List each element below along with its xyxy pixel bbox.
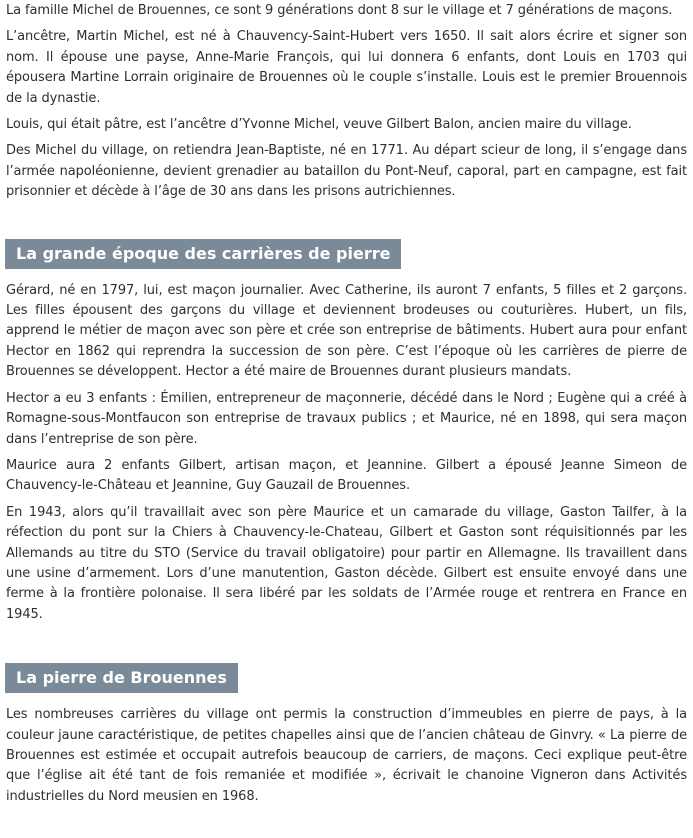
section-paragraph: Maurice aura 2 enfants Gilbert, artisan maçon, et Jeannine. Gilbert a épousé Jeanne Simeon de Chauvency-le-Château et Jeannine, Guy Gauzail de Brouennes. <box>6 457 687 494</box>
intro-paragraph: Louis, qui était pâtre, est l’ancêtre d’Yvonne Michel, veuve Gilbert Balon, ancien maire du village. <box>6 117 632 133</box>
section-heading-pierre: La pierre de Brouennes <box>5 663 238 693</box>
intro-paragraph: L’ancêtre, Martin Michel, est né à Chauvency-Saint-Hubert vers 1650. Il sait alors écrire et signer son nom. Il épouse une payse, Anne-Marie François, qui lui donnera 6 enfants, dont Louis en 1703 qui épousera Martine Lorrain originaire de Brouennes où le couple s’installe. Louis est le premier Brouennois de la dynastie. <box>6 29 687 106</box>
intro-paragraph: La famille Michel de Brouennes, ce sont 9 générations dont 8 sur le village et 7 générations de maçons. <box>6 3 673 18</box>
section-paragraph: Hector a eu 3 enfants : Émilien, entrepreneur de maçonnerie, décédé dans le Nord ; Eugène qui a créé à Romagne-sous-Montfaucon son entreprise de travaux publics ; et Maurice, né en 1898, qui sera maçon dans l’entreprise de son père. <box>6 390 687 447</box>
section-heading-carrieres: La grande époque des carrières de pierre <box>5 239 401 269</box>
section-paragraph: Les nombreuses carrières du village ont permis la construction d’immeubles en pierre de pays, à la couleur jaune caractéristique, de petites chapelles ainsi que de l’ancien château de Ginvry. « La pierre de Brouennes est estimée et occupait autrefois beaucoup de carriers, de maçons. Ceci explique peut-être que l’église ait été tant de fois remaniée et modifiée », écrivait le chanoine Vigneron dans Activités industrielles du Nord meusien en 1968. <box>6 707 687 804</box>
section-paragraph: En 1943, alors qu’il travaillait avec son père Maurice et un camarade du village, Gaston Tailfer, à la réfection du pont sur la Chiers à Chauvency-le-Chateau, Gilbert et Gaston sont réquisitionnés par les Allemands au titre du STO (Service du travail obligatoire) pour partir en Allemagne. Ils travaillent dans une usine d’armement. Lors d’une manutention, Gaston décède. Gilbert est ensuite envoyé dans une ferme à la frontière polonaise. Il sera libéré par les soldats de l’Armée rouge et rentrera en France en 1945. <box>6 504 687 622</box>
intro-paragraph: Des Michel du village, on retiendra Jean-Baptiste, né en 1771. Au départ scieur de long, il s’engage dans l’armée napoléonienne, devient grenadier au bataillon du Pont-Neuf, caporal, part en campagne, est fait prisonnier et décède à l’âge de 30 ans dans les prisons autrichiennes. <box>6 143 687 200</box>
section-paragraph: Gérard, né en 1797, lui, est maçon journalier. Avec Catherine, ils auront 7 enfants, 5 filles et 2 garçons. Les filles épousent des garçons du village et deviennent brodeuses ou couturières. Hubert, un fils, apprend le métier de maçon avec son père et crée son entreprise de bâtiments. Hubert aura pour enfant Hector en 1862 qui reprendra la succession de son père. C’est l’époque où les carrières de pierre de Brouennes se développent. Hector a été maire de Brouennes durant plusieurs mandats. <box>6 282 687 380</box>
